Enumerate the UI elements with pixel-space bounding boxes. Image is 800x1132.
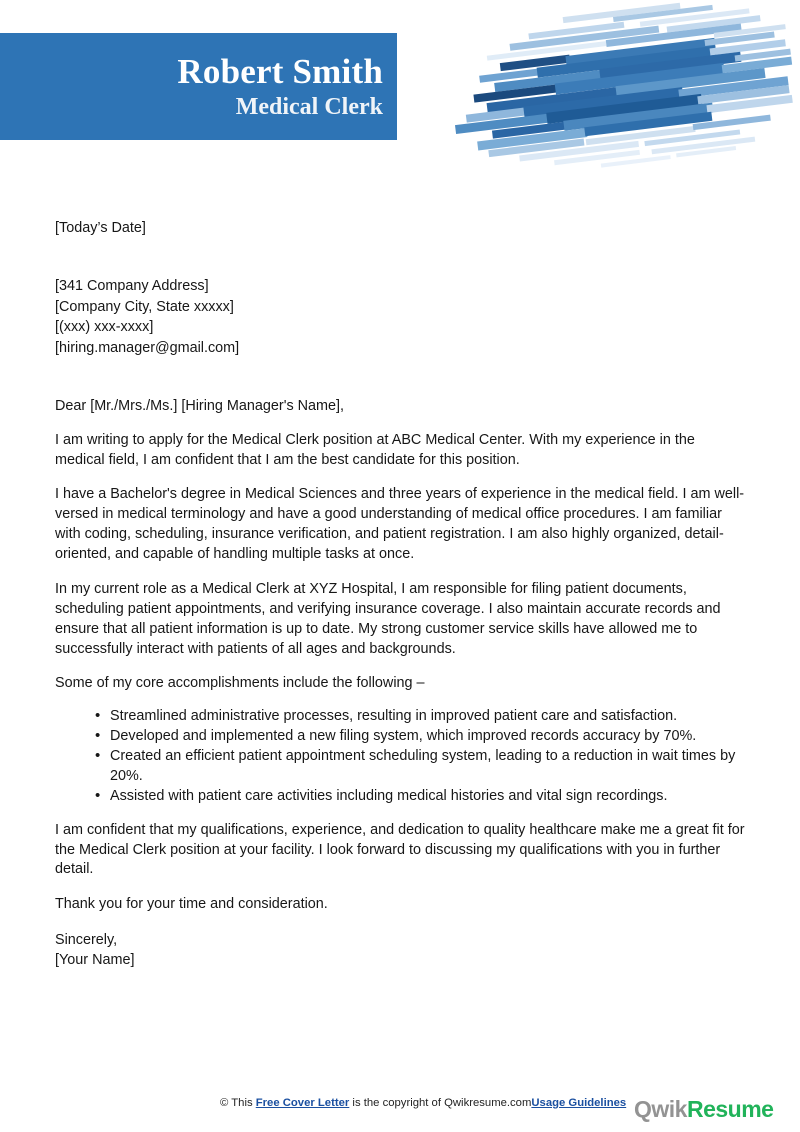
list-item: • Developed and implemented a new filing system, which improved records accuracy by 70%. bbox=[97, 727, 747, 747]
cover-letter-body bbox=[55, 219, 747, 971]
logo-text-resume: Resume bbox=[686, 1096, 774, 1122]
recipient-address-block bbox=[55, 276, 747, 359]
accomplishments-intro: Some of my core accomplishments include the following – bbox=[55, 675, 425, 692]
signoff-text: Sincerely, bbox=[55, 932, 118, 949]
body-paragraph-3: In my current role as a Medical Clerk at XYZ Hospital, I am responsible for filing patient documents, scheduling patient appointments, and verifying insurance coverage. I also maintain accurate records and ensure that all patient information is up to date. My strong customer service skills have allowed me to successfully interact with patients of all ages and backgrounds. bbox=[55, 580, 721, 657]
applicant-job-title: Medical Clerk bbox=[235, 94, 383, 121]
logo-text-qwik: Qwik bbox=[634, 1096, 687, 1122]
thanks-paragraph: Thank you for your time and consideration. bbox=[55, 896, 328, 913]
list-item: • Created an efficient patient appointment scheduling system, leading to a reduction in wait times by 20%. bbox=[97, 747, 747, 787]
list-item: • Assisted with patient care activities including medical histories and vital sign recordings. bbox=[97, 787, 747, 807]
footer-copyright-middle: is the copyright of Qwikresume.com bbox=[349, 1097, 532, 1109]
name-title-box bbox=[0, 33, 397, 140]
footer-copyright-prefix: © This bbox=[220, 1097, 256, 1109]
date-line: [Today’s Date] bbox=[55, 220, 146, 236]
blue-streaks-graphic bbox=[452, 2, 800, 178]
salutation: Dear [Mr./Mrs./Ms.] [Hiring Manager's Name], bbox=[55, 397, 345, 414]
signature-block bbox=[55, 930, 747, 970]
address-line: [(xxx) xxx-xxxx] bbox=[55, 319, 154, 336]
free-cover-letter-link[interactable]: Free Cover Letter bbox=[255, 1097, 350, 1109]
document-header bbox=[0, 0, 800, 180]
accomplishments-list bbox=[55, 707, 747, 806]
signature-name: [Your Name] bbox=[55, 952, 135, 969]
body-paragraph-2: I have a Bachelor's degree in Medical Sciences and three years of experience in the medical field. I am well-versed in medical terminology and have a good understanding of medical office procedures. I am familiar with coding, scheduling, insurance verification, and patient registration. I am also highly organized, detail-oriented, and capable of handling multiple tasks at once. bbox=[55, 486, 745, 563]
address-line: [Company City, State xxxxx] bbox=[55, 298, 234, 315]
address-line: [341 Company Address] bbox=[55, 277, 209, 294]
applicant-name: Robert Smith bbox=[177, 52, 383, 92]
list-item: • Streamlined administrative processes, resulting in improved patient care and satisfaction. bbox=[97, 707, 747, 727]
footer-copyright bbox=[220, 1097, 626, 1109]
usage-guidelines-link[interactable]: Usage Guidelines bbox=[531, 1097, 627, 1109]
closing-paragraph: I am confident that my qualifications, experience, and dedication to quality healthcare make me a great fit for the Medical Clerk position at your facility. I look forward to discussing my qualifications with you in further detail. bbox=[55, 821, 745, 878]
address-line: [hiring.manager@gmail.com] bbox=[55, 340, 240, 357]
body-paragraph-1: I am writing to apply for the Medical Clerk position at ABC Medical Center. With my experience in the medical field, I am confident that I am the best candidate for this position. bbox=[55, 431, 695, 468]
document-footer bbox=[0, 1094, 800, 1132]
qwikresume-logo[interactable] bbox=[634, 1094, 784, 1124]
